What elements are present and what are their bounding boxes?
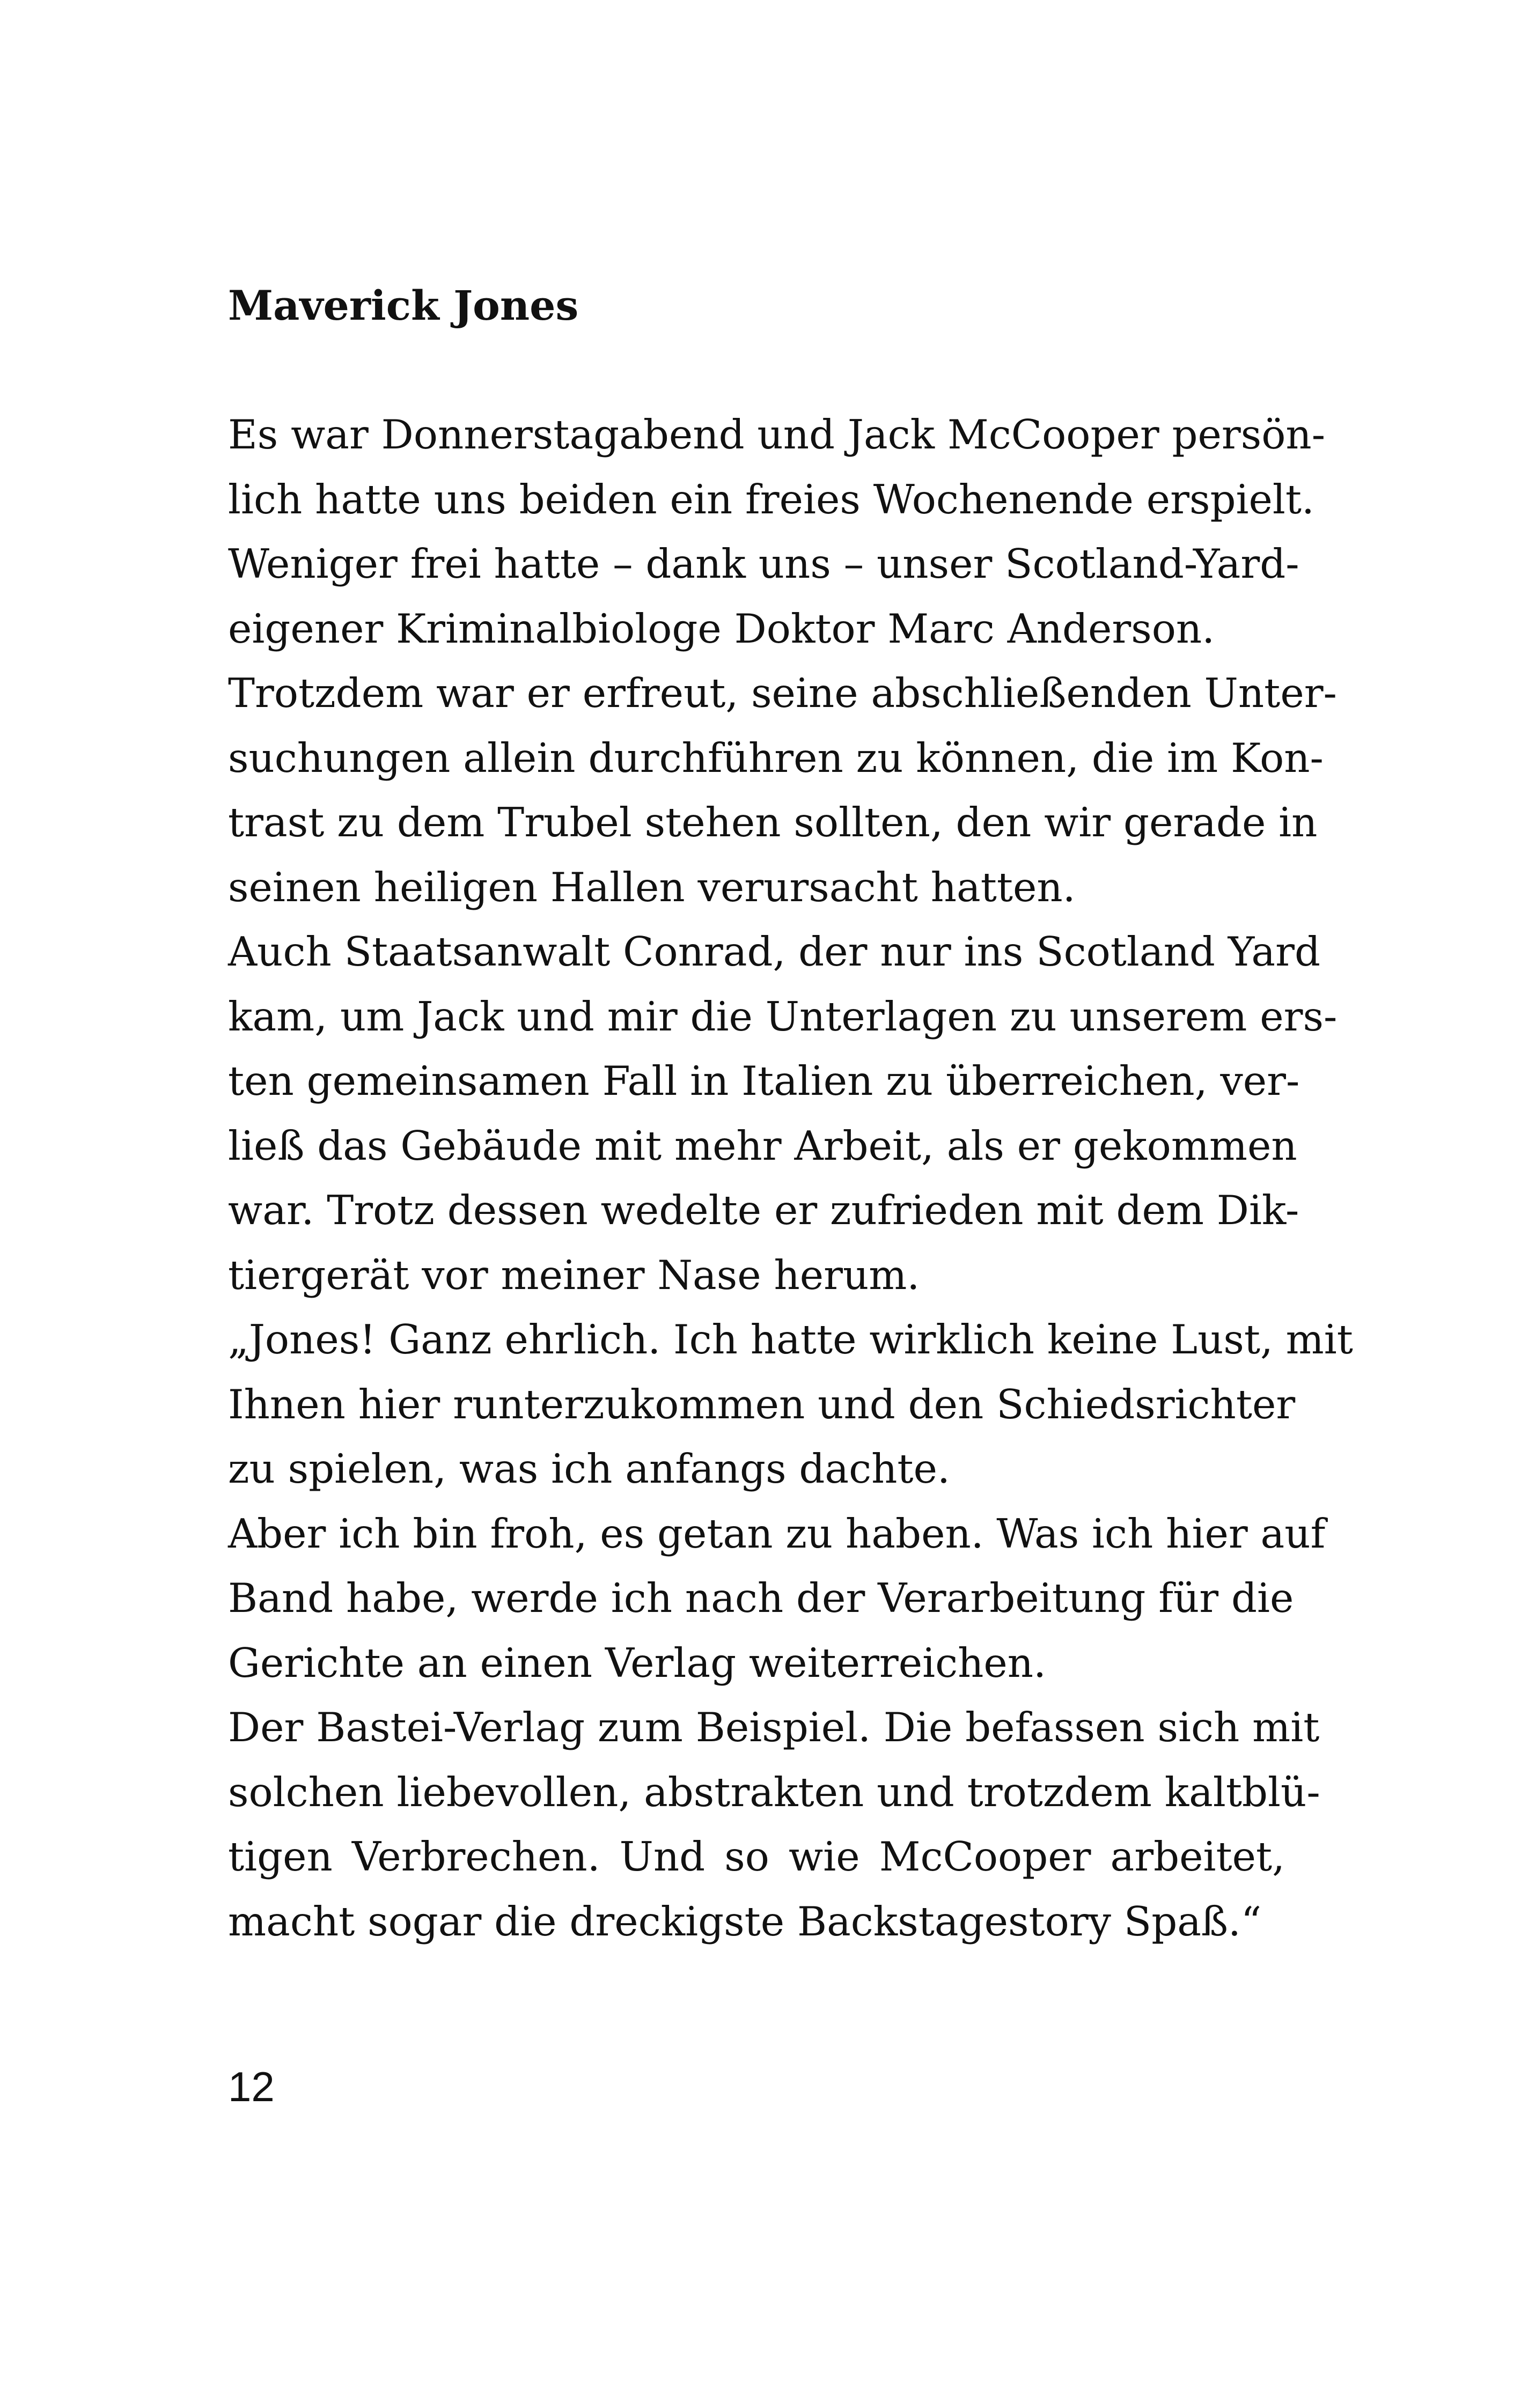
text-line: seinen heiligen Hallen verursacht hatten. <box>228 863 1076 911</box>
text-line: eigener Kriminalbiologe Doktor Marc Anderson. <box>228 605 1215 652</box>
text-line: solchen liebevollen, abstrakten und trotzdem kaltblü- <box>228 1768 1320 1816</box>
text-line: suchungen allein durchführen zu können, die im Kon- <box>228 734 1324 782</box>
text-line: Ihnen hier runterzukommen und den Schiedsrichter <box>228 1380 1296 1428</box>
text-line: macht sogar die dreckigste Backstagestory Spaß.“ <box>228 1897 1262 1945</box>
text-line: ließ das Gebäude mit mehr Arbeit, als er gekommen <box>228 1122 1297 1169</box>
text-line: war. Trotz dessen wedelte er zufrieden mit dem Dik- <box>228 1187 1299 1234</box>
text-line: Aber ich bin froh, es getan zu haben. Was ich hier auf <box>228 1509 1326 1557</box>
text-line: Es war Donnerstagabend und Jack McCooper persön- <box>228 411 1326 458</box>
text-line: „Jones! Ganz ehrlich. Ich hatte wirklich keine Lust, mit <box>228 1316 1353 1363</box>
text-line: zu spielen, was ich anfangs dachte. <box>228 1445 950 1492</box>
text-line: Gerichte an einen Verlag weiterreichen. <box>228 1639 1046 1687</box>
text-line: Band habe, werde ich nach der Verarbeitung für die <box>228 1574 1294 1622</box>
text-line: Weniger frei hatte – dank uns – unser Scotland-Yard- <box>228 540 1299 587</box>
text-line: tigen Verbrechen. Und so wie McCooper arbeitet, <box>228 1833 1285 1880</box>
text-line: Der Bastei-Verlag zum Beispiel. Die befassen sich mit <box>228 1704 1320 1751</box>
text-line: trast zu dem Trubel stehen sollten, den wir gerade in <box>228 799 1318 846</box>
text-line: tiergerät vor meiner Nase herum. <box>228 1251 920 1299</box>
text-line: lich hatte uns beiden ein freies Wochenende erspielt. <box>228 475 1314 523</box>
page-number: 12 <box>228 2063 275 2110</box>
text-line: ten gemeinsamen Fall in Italien zu überreichen, ver- <box>228 1057 1300 1104</box>
body-text <box>228 402 1353 1954</box>
text-line: Trotzdem war er erfreut, seine abschließenden Unter- <box>228 669 1337 717</box>
chapter-title: Maverick Jones <box>228 282 579 329</box>
text-line: kam, um Jack und mir die Unterlagen zu unserem ers- <box>228 992 1338 1040</box>
text-line: Auch Staatsanwalt Conrad, der nur ins Scotland Yard <box>228 928 1320 975</box>
